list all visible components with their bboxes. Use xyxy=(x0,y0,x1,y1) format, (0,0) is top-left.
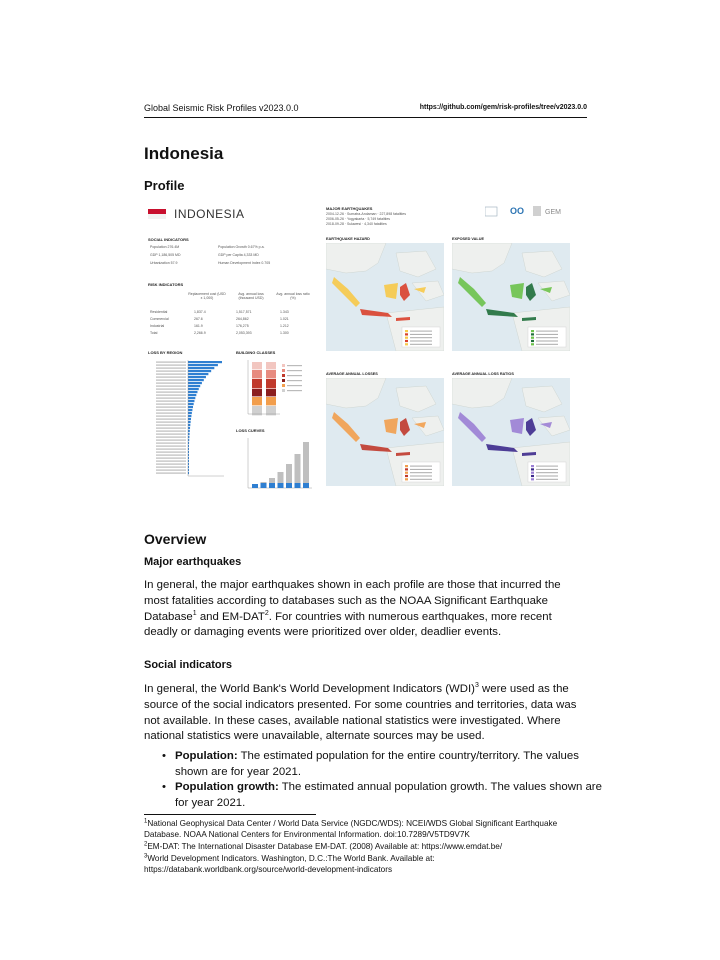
flag-white-stripe xyxy=(148,214,166,219)
footnote: $^2$EM-DAT: The International Disaster Database EM-DAT. (2008) Available at: https://www.emdat.be/ xyxy=(144,841,503,851)
logos xyxy=(485,204,585,216)
legend-label-mark xyxy=(287,380,302,381)
map-legend-label-mark xyxy=(536,334,558,335)
region-bar xyxy=(188,424,190,426)
region-label-mark xyxy=(156,419,186,420)
major-earthquake-line: 2018-09-28 · Sulawesi · 4,340 fatalities xyxy=(326,222,387,226)
legend-label-mark xyxy=(287,385,302,386)
map-legend-label-mark xyxy=(410,344,432,345)
region-label-mark xyxy=(156,452,186,453)
map-legend-swatch xyxy=(405,343,408,345)
region-label-mark xyxy=(156,410,186,411)
loss-curve-bar-segment xyxy=(303,483,309,488)
region-label-mark xyxy=(156,437,186,438)
risk-area xyxy=(384,283,398,299)
map-legend-label-mark xyxy=(536,337,558,338)
map-title: EXPOSED VALUE xyxy=(452,237,484,241)
map-legend-label-mark xyxy=(536,331,558,332)
exposure-map-graphic xyxy=(452,243,570,351)
map-legend-label-mark xyxy=(536,472,558,473)
risk-row-label: Commercial xyxy=(150,317,169,321)
region-bar xyxy=(188,385,200,387)
map-legend-label-mark xyxy=(536,341,558,342)
loss-curve-bar-segment xyxy=(252,484,258,488)
risk-indicators-title: RISK INDICATORS xyxy=(148,282,184,287)
risk-row-label: Total xyxy=(150,331,158,335)
social-indicators-title: SOCIAL INDICATORS xyxy=(148,237,189,242)
region-bar xyxy=(188,406,193,408)
region-bar xyxy=(188,433,190,435)
map-legend-label-mark xyxy=(410,466,432,467)
footnote: $^3$World Development Indicators. Washington, D.C.:The World Bank. Available at: https://databank.worldbank.org/source/world-development-indicators xyxy=(144,853,435,875)
profile-infographic xyxy=(144,200,588,496)
risk-area xyxy=(486,309,518,317)
major-earthquakes-paragraph: In general, the major earthquakes shown in each profile are those that incurred the most fatalities according to databases such as the NOAA Significant Earthquake Database$^1$ and EM-DAT$^2$. For countries with numerous earthquakes, more recent deadly or damaging events were prioritized over older, deadlier events. xyxy=(144,579,561,639)
region-label-mark xyxy=(156,467,186,468)
risk-cell: 1.212 xyxy=(280,324,289,328)
major-earthquake-line: 2004-12-26 · Sumatra-Andaman · 227,898 fatalities xyxy=(326,212,406,216)
region-bar xyxy=(188,382,202,384)
region-label-mark xyxy=(156,434,186,435)
region-label-mark xyxy=(156,362,186,363)
hazard-map xyxy=(326,243,444,351)
risk-area xyxy=(360,444,392,452)
partner-logos-icon xyxy=(485,204,585,218)
legend-swatch xyxy=(282,364,285,367)
social-indicator: Population Growth 0.67% p.a. xyxy=(218,245,265,249)
risk-cell: 176,275 xyxy=(236,324,249,328)
map-legend-label-mark xyxy=(536,469,558,470)
land-shape xyxy=(538,416,570,436)
map-legend-swatch xyxy=(531,472,534,474)
map-legend-label-mark xyxy=(410,341,432,342)
aal-map xyxy=(326,378,444,486)
social-indicator: Human Development Index 0.705 xyxy=(218,261,271,265)
risk-cell: 1.300 xyxy=(280,331,289,335)
region-bar xyxy=(188,397,195,399)
region-bar xyxy=(188,436,189,438)
risk-area xyxy=(458,277,486,307)
profile-heading: Profile xyxy=(144,178,185,193)
risk-area xyxy=(526,283,536,301)
region-label-mark xyxy=(156,377,186,378)
map-legend-label-mark xyxy=(410,334,432,335)
risk-area xyxy=(510,283,524,299)
risk-row-label: Residential xyxy=(150,310,168,314)
region-bar xyxy=(188,415,191,417)
risk-row-label: Industrial xyxy=(150,324,165,328)
map-title: AVERAGE ANNUAL LOSS RATIOS xyxy=(452,372,514,376)
social-indicator: GDP 1,186,505 MD xyxy=(150,253,181,257)
risk-area xyxy=(486,444,518,452)
social-indicators-heading: Social indicators xyxy=(144,659,233,671)
map-title: AVERAGE ANNUAL LOSSES xyxy=(326,372,378,376)
footnote-rule xyxy=(144,814,316,815)
region-label-mark xyxy=(156,428,186,429)
loss-curve-bar-segment xyxy=(295,483,301,488)
legend-swatch xyxy=(282,384,285,387)
risk-area xyxy=(400,418,410,436)
map-legend-label-mark xyxy=(410,331,432,332)
region-bar xyxy=(188,400,194,402)
loss-by-region-title: LOSS BY REGION xyxy=(148,350,183,355)
major-earthquake-line: 2006-05-26 · Yogyakarta · 5,749 fatalities xyxy=(326,217,391,221)
region-label-mark xyxy=(156,425,186,426)
legend-label-mark xyxy=(287,370,302,371)
region-bar xyxy=(188,427,190,429)
flag-icon xyxy=(148,209,166,219)
country-name: INDONESIA xyxy=(174,207,245,221)
region-label-mark xyxy=(156,371,186,372)
building-classes-chart xyxy=(236,358,306,418)
region-label-mark xyxy=(156,398,186,399)
aalr-map-graphic xyxy=(452,378,570,486)
region-label-mark xyxy=(156,455,186,456)
land-shape xyxy=(522,386,562,412)
region-label-mark xyxy=(156,380,186,381)
region-label-mark xyxy=(156,443,186,444)
aal-map-graphic xyxy=(326,378,444,486)
map-legend-swatch xyxy=(531,478,534,480)
bullet-icon: • xyxy=(162,781,166,793)
legend-swatch xyxy=(282,374,285,377)
social-indicator: GDP per Capita 4,333 MD xyxy=(218,253,259,257)
loss-curve-bar xyxy=(295,454,301,488)
region-bar xyxy=(188,373,208,375)
region-label-mark xyxy=(156,440,186,441)
region-label-mark xyxy=(156,401,186,402)
building-class-segment xyxy=(266,370,276,378)
region-bar xyxy=(188,376,206,378)
land-shape xyxy=(412,416,444,436)
risk-header: Avg. annual loss ratio (%) xyxy=(276,292,310,300)
svg-text:OO: OO xyxy=(510,206,525,216)
region-label-mark xyxy=(156,389,186,390)
major-earthquakes-heading: Major earthquakes xyxy=(144,556,242,568)
map-legend-label-mark xyxy=(410,476,432,477)
map-legend-label-mark xyxy=(536,476,558,477)
loss-curves-title: LOSS CURVES xyxy=(236,428,265,433)
footnote-ref[interactable]: 3 xyxy=(474,682,479,690)
map-legend-swatch xyxy=(405,468,408,470)
risk-area xyxy=(510,418,524,434)
map-legend-swatch xyxy=(405,465,408,467)
risk-cell: 2,266.9 xyxy=(194,331,206,335)
loss-curve-bar-segment xyxy=(278,483,284,488)
risk-area xyxy=(332,277,360,307)
loss-curve-bar-segment xyxy=(269,483,275,488)
building-class-segment xyxy=(266,389,276,396)
region-label-mark xyxy=(156,407,186,408)
map-legend-swatch xyxy=(531,333,534,335)
legend-swatch xyxy=(282,369,285,372)
region-label-mark xyxy=(156,368,186,369)
region-bar xyxy=(188,421,191,423)
risk-area xyxy=(360,309,392,317)
risk-cell: 1.021 xyxy=(280,317,289,321)
legend-label-mark xyxy=(287,365,302,366)
region-label-mark xyxy=(156,392,186,393)
loss-curves-chart xyxy=(236,436,314,494)
exposure-map xyxy=(452,243,570,351)
region-label-mark xyxy=(156,470,186,471)
region-label-mark xyxy=(156,446,186,447)
region-label-mark xyxy=(156,458,186,459)
map-legend-label-mark xyxy=(410,337,432,338)
land-shape xyxy=(452,243,512,273)
legend-label-mark xyxy=(287,390,302,391)
building-class-segment xyxy=(252,389,262,396)
region-label-mark xyxy=(156,473,186,474)
risk-cell: 267.6 xyxy=(194,317,203,321)
region-label-mark xyxy=(156,365,186,366)
region-bar xyxy=(188,379,204,381)
loss-by-region-chart xyxy=(148,358,228,493)
building-class-segment xyxy=(252,379,262,388)
social-indicator: Population 276.4M xyxy=(150,245,180,249)
region-label-mark xyxy=(156,386,186,387)
land-shape xyxy=(538,281,570,301)
aalr-map xyxy=(452,378,570,486)
map-legend-swatch xyxy=(531,475,534,477)
map-legend-label-mark xyxy=(536,466,558,467)
map-legend-label-mark xyxy=(410,472,432,473)
map-legend-swatch xyxy=(405,330,408,332)
overview-heading: Overview xyxy=(144,531,207,547)
risk-cell: 161.9 xyxy=(194,324,203,328)
map-legend-swatch xyxy=(405,333,408,335)
risk-cell: 1.343 xyxy=(280,310,289,314)
region-label-mark xyxy=(156,395,186,396)
map-legend-swatch xyxy=(531,465,534,467)
map-legend-swatch xyxy=(531,468,534,470)
land-shape xyxy=(522,251,562,277)
region-bar xyxy=(188,367,214,369)
loss-curve-bar xyxy=(303,442,309,488)
header-title: Global Seismic Risk Profiles v2023.0.0 xyxy=(144,103,299,113)
risk-area xyxy=(332,412,360,442)
land-shape xyxy=(396,251,436,277)
map-title: EARTHQUAKE HAZARD xyxy=(326,237,370,241)
footnote-ref[interactable]: 1 xyxy=(192,609,197,617)
legend-swatch xyxy=(282,389,285,392)
region-bar xyxy=(188,394,196,396)
land-shape xyxy=(452,378,512,408)
region-bar xyxy=(188,412,192,414)
map-legend-swatch xyxy=(531,337,534,339)
region-label-mark xyxy=(156,416,186,417)
region-bar xyxy=(188,388,199,390)
legend-label-mark xyxy=(287,375,302,376)
header-link[interactable]: https://github.com/gem/risk-profiles/tree/v2023.0.0 xyxy=(419,104,587,111)
region-label-mark xyxy=(156,383,186,384)
region-label-mark xyxy=(156,461,186,462)
risk-area xyxy=(526,418,536,436)
region-bar xyxy=(188,391,197,393)
region-bar xyxy=(188,409,192,411)
region-label-mark xyxy=(156,449,186,450)
map-legend-swatch xyxy=(405,475,408,477)
social-indicators-paragraph: In general, the World Bank's World Development Indicators (WDI)$^3$ were used as the source of the social indicators presented. For some countries and territories, data was not available. In these cases, available national statistics were investigated. Where national statistics were unavailable, alternate sources may be used. xyxy=(144,682,577,743)
risk-area xyxy=(384,418,398,434)
page-title: Indonesia xyxy=(144,144,224,163)
social-indicator: Urbanization 57.9 xyxy=(150,261,178,265)
bullet-icon: • xyxy=(162,750,166,762)
map-legend-label-mark xyxy=(410,469,432,470)
risk-header: Replacement cost (USD x 1,000) xyxy=(188,292,226,300)
region-label-mark xyxy=(156,422,186,423)
map-legend-label-mark xyxy=(410,479,432,480)
risk-cell: 264,862 xyxy=(236,317,249,321)
risk-cell: 1,837.4 xyxy=(194,310,206,314)
running-header xyxy=(144,103,587,118)
major-earthquakes-title: MAJOR EARTHQUAKES xyxy=(326,206,373,211)
bullet-item: • Population growth: The estimated annual population growth. The values shown are for year 2021. xyxy=(162,781,602,809)
region-bar xyxy=(188,430,190,432)
building-class-segment xyxy=(266,379,276,388)
building-class-segment xyxy=(252,370,262,378)
region-bar xyxy=(188,370,211,372)
map-legend-swatch xyxy=(531,343,534,345)
footnote-ref[interactable]: 2 xyxy=(264,609,269,617)
region-bar xyxy=(188,403,194,405)
hazard-map-graphic xyxy=(326,243,444,351)
region-label-mark xyxy=(156,431,186,432)
map-legend-label-mark xyxy=(536,344,558,345)
map-legend-swatch xyxy=(531,340,534,342)
region-bar xyxy=(188,364,218,366)
bullet-item: • Population: The estimated population for the entire country/territory. The values shown are for year 2021. xyxy=(162,750,579,778)
map-legend-swatch xyxy=(405,478,408,480)
risk-area xyxy=(400,283,410,301)
legend-swatch xyxy=(282,379,285,382)
map-legend-label-mark xyxy=(536,479,558,480)
risk-cell: 2,053,393 xyxy=(236,331,252,335)
land-shape xyxy=(326,243,386,273)
risk-header: Avg. annual loss (thousand USD) xyxy=(238,292,264,300)
map-legend-swatch xyxy=(405,340,408,342)
building-class-segment xyxy=(252,397,262,405)
risk-cell: 1,517,571 xyxy=(236,310,252,314)
land-shape xyxy=(412,281,444,301)
region-label-mark xyxy=(156,374,186,375)
region-label-mark xyxy=(156,464,186,465)
map-legend-swatch xyxy=(405,337,408,339)
land-shape xyxy=(396,386,436,412)
region-label-mark xyxy=(156,413,186,414)
loss-curve-bar-segment xyxy=(261,483,267,488)
land-shape xyxy=(326,378,386,408)
building-class-segment xyxy=(252,362,262,369)
loss-curve-bar-segment xyxy=(286,483,292,488)
region-label-mark xyxy=(156,404,186,405)
map-legend-swatch xyxy=(531,330,534,332)
building-class-segment xyxy=(266,362,276,369)
building-classes-title: BUILDING CLASSES xyxy=(236,350,276,355)
risk-area xyxy=(458,412,486,442)
footnote: $^1$National Geophysical Data Center / World Data Service (NGDC/WDS): NCEI/WDS Global Significant Earthquake Database. NOAA National Centers for Environmental Information. doi:10.7289/V5TD9V7K xyxy=(144,818,558,840)
region-bar xyxy=(188,361,222,363)
region-bar xyxy=(188,418,191,420)
building-class-segment xyxy=(266,397,276,405)
map-legend-swatch xyxy=(405,472,408,474)
gem-logo-text: GEM xyxy=(545,209,561,216)
